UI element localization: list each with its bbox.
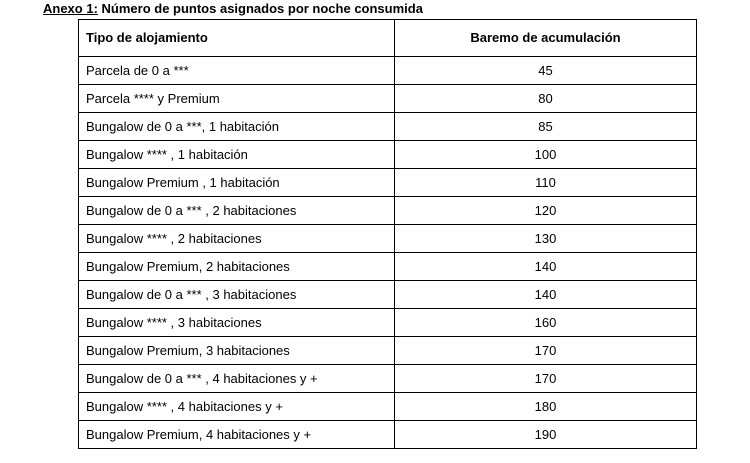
caption-text: Número de puntos asignados por noche consumida xyxy=(97,1,423,16)
header-accumulation-scale: Baremo de acumulación xyxy=(395,20,697,57)
points-cell: 110 xyxy=(395,169,697,197)
table-header-row xyxy=(79,20,697,57)
accommodation-type-cell: Bungalow Premium , 1 habitación xyxy=(79,169,395,197)
accommodation-type-cell: Bungalow **** , 1 habitación xyxy=(79,141,395,169)
points-cell: 80 xyxy=(395,85,697,113)
accommodation-type-cell: Bungalow Premium, 4 habitaciones y + xyxy=(79,421,395,449)
table-row xyxy=(79,421,697,449)
points-cell: 140 xyxy=(395,281,697,309)
accommodation-type-cell: Bungalow de 0 a *** , 2 habitaciones xyxy=(79,197,395,225)
points-cell: 170 xyxy=(395,337,697,365)
accommodation-type-cell: Bungalow de 0 a ***, 1 habitación xyxy=(79,113,395,141)
table-caption xyxy=(43,1,423,17)
points-cell: 180 xyxy=(395,393,697,421)
points-cell: 45 xyxy=(395,57,697,85)
accommodation-type-cell: Bungalow Premium, 3 habitaciones xyxy=(79,337,395,365)
table-row xyxy=(79,365,697,393)
table-row xyxy=(79,337,697,365)
annex-label: Anexo 1: xyxy=(43,1,98,16)
accommodation-type-cell: Bungalow **** , 4 habitaciones y + xyxy=(79,393,395,421)
header-accommodation-type: Tipo de alojamiento xyxy=(79,20,395,57)
points-cell: 140 xyxy=(395,253,697,281)
table-row xyxy=(79,309,697,337)
table-row xyxy=(79,141,697,169)
table-row xyxy=(79,197,697,225)
points-cell: 85 xyxy=(395,113,697,141)
points-cell: 120 xyxy=(395,197,697,225)
table-row xyxy=(79,113,697,141)
table-row xyxy=(79,393,697,421)
table-row xyxy=(79,281,697,309)
table-row xyxy=(79,253,697,281)
points-cell: 130 xyxy=(395,225,697,253)
table-row xyxy=(79,57,697,85)
table-row xyxy=(79,169,697,197)
points-cell: 190 xyxy=(395,421,697,449)
accommodation-type-cell: Parcela **** y Premium xyxy=(79,85,395,113)
points-table xyxy=(78,19,697,449)
table-row xyxy=(79,225,697,253)
accommodation-type-cell: Bungalow de 0 a *** , 3 habitaciones xyxy=(79,281,395,309)
accommodation-type-cell: Parcela de 0 a *** xyxy=(79,57,395,85)
accommodation-type-cell: Bungalow **** , 3 habitaciones xyxy=(79,309,395,337)
table-row xyxy=(79,85,697,113)
points-cell: 170 xyxy=(395,365,697,393)
accommodation-type-cell: Bungalow Premium, 2 habitaciones xyxy=(79,253,395,281)
points-cell: 100 xyxy=(395,141,697,169)
accommodation-type-cell: Bungalow de 0 a *** , 4 habitaciones y + xyxy=(79,365,395,393)
points-cell: 160 xyxy=(395,309,697,337)
accommodation-type-cell: Bungalow **** , 2 habitaciones xyxy=(79,225,395,253)
